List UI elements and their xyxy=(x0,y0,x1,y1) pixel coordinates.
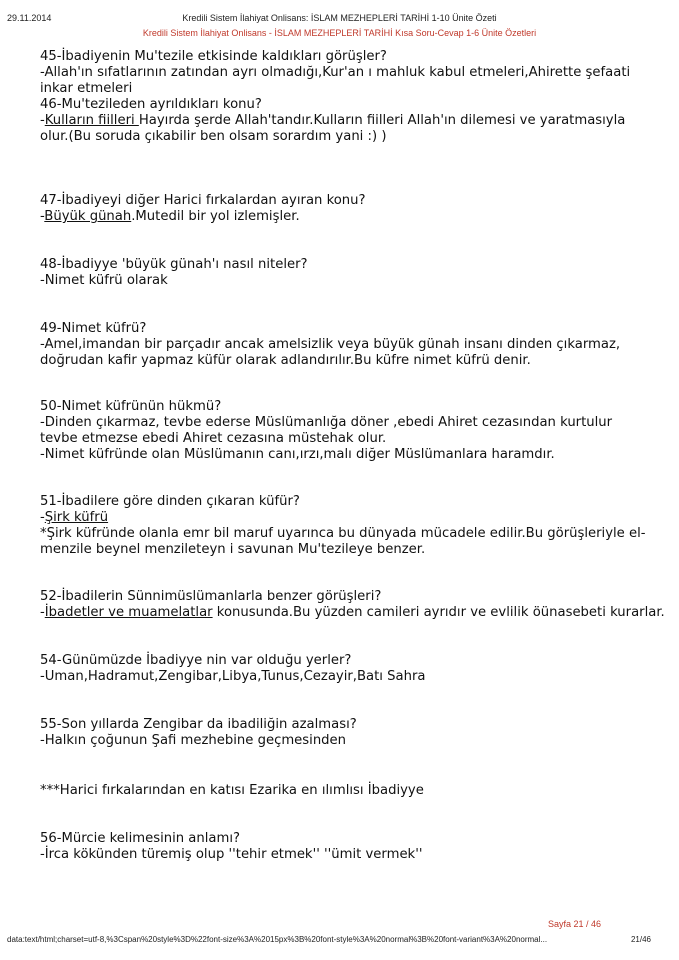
footer-page-label: Sayfa 21 / 46 xyxy=(547,919,601,929)
answer-46-text: Hayırda şerde Allah'tandır.Kulların fiilleri Allah'ın dilemesi ve yaratmasıyla xyxy=(138,113,626,128)
question-55: 55-Son yıllarda Zengibar da ibadiliğin azalması? xyxy=(40,717,357,732)
footer-url: data:text/html;charset=utf-8,%3Cspan%20style%3D%22font-size%3A%2015px%3B%20font-style%3A%20normal%3B%20font-variant%3A%20normal... xyxy=(7,935,548,944)
question-47: 47-İbadiyeyi diğer Harici fırkalardan ayıran konu? xyxy=(40,193,366,208)
answer-47: -Büyük günah.Mutedil bir yol izlemişler. xyxy=(40,209,300,224)
answer-50-line3: -Nimet küfründe olan Müslümanın canı,ırzı,malı diğer Müslümanlara haramdır. xyxy=(40,447,555,462)
answer-45-line1: -Allah'ın sıfatlarının zatından ayrı olmadığı,Kur'an ı mahluk kabul etmeleri,Ahirette şefaati xyxy=(40,65,631,80)
answer-51-line2: *Şirk küfründe olanla emr bil maruf uyarınca bu dünyada mücadele edilir.Bu görüşleriyle el- xyxy=(40,526,646,541)
answer-54: -Uman,Hadramut,Zengibar,Libya,Tunus,Cezayir,Batı Sahra xyxy=(40,669,426,684)
answer-56: -İrca kökünden türemiş olup ''tehir etmek'' ''ümit vermek'' xyxy=(40,847,423,862)
underlined-term: Kulların fiilleri xyxy=(44,113,139,128)
question-49: 49-Nimet küfrü? xyxy=(40,321,147,336)
underlined-term: Büyük günah xyxy=(44,209,132,224)
answer-52: -İbadetler ve muamelatlar konusunda.Bu yüzden camileri ayrıdır ve evlilik öünasebeti kurarlar. xyxy=(40,605,665,620)
answer-48: -Nimet küfrü olarak xyxy=(40,273,168,288)
answer-49-line1: -Amel,imandan bir parçadır ancak amelsizlik veya büyük günah insanı dinden çıkarmaz, xyxy=(40,337,621,352)
answer-51-line3: menzile beynel menzileteyn i savunan Mu'tezileye benzer. xyxy=(40,542,426,557)
underlined-term: İbadetler ve muamelatlar xyxy=(44,605,213,620)
header-date: 29.11.2014 xyxy=(7,13,52,23)
answer-51-line1: -Şirk küfrü xyxy=(40,510,109,525)
underlined-term: Şirk küfrü xyxy=(44,510,109,525)
answer-47-text: .Mutedil bir yol izlemişler. xyxy=(131,209,300,224)
document-body xyxy=(40,49,665,863)
answer-46-line2: olur.(Bu soruda çıkabilir ben olsam sorardım yani :) ) xyxy=(40,129,387,144)
question-45: 45-İbadiyenin Mu'tezile etkisinde kaldıkları görüşler? xyxy=(40,49,387,64)
header-subtitle: Kredili Sistem İlahiyat Onlisans - İSLAM MEZHEPLERİ TARİHİ Kısa Soru-Cevap 1-6 Ünite Özetleri xyxy=(142,28,537,38)
question-56: 56-Mürcie kelimesinin anlamı? xyxy=(40,831,240,846)
answer-45-line2: inkar etmeleri xyxy=(40,81,133,96)
question-48: 48-İbadiyye 'büyük günah'ı nasıl niteler? xyxy=(40,257,308,272)
answer-52-text: konusunda.Bu yüzden camileri ayrıdır ve evlilik öünasebeti kurarlar. xyxy=(212,605,665,620)
answer-46-line1: -Kulların fiilleri Hayırda şerde Allah'tandır.Kulların fiilleri Allah'ın dilemesi ve yaratmasıyla xyxy=(40,113,626,128)
header-title: Kredili Sistem İlahiyat Onlisans: İSLAM MEZHEPLERİ TARİHİ 1-10 Ünite Özeti xyxy=(182,13,497,23)
question-51: 51-İbadilere göre dinden çıkaran küfür? xyxy=(40,494,300,509)
answer-50-line1: -Dinden çıkarmaz, tevbe ederse Müslümanlığa döner ,ebedi Ahiret cezasından kurtulur xyxy=(40,415,613,430)
question-52: 52-İbadilerin Sünnimüslümanlarla benzer görüşleri? xyxy=(40,589,382,604)
question-50: 50-Nimet küfrünün hükmü? xyxy=(40,399,222,414)
answer-55: -Halkın çoğunun Şafi mezhebine geçmesinden xyxy=(40,733,347,748)
note-line: ***Harici fırkalarından en katısı Ezarika en ılımlısı İbadiyye xyxy=(40,783,424,798)
question-54: 54-Günümüzde İbadiyye nin var olduğu yerler? xyxy=(40,653,352,668)
footer-page-number: 21/46 xyxy=(630,935,651,944)
answer-50-line2: tevbe etmezse ebedi Ahiret cezasına müstehak olur. xyxy=(40,431,387,446)
answer-49-line2: doğrudan kafir yapmaz küfür olarak adlandırılır.Bu küfre nimet küfrü denir. xyxy=(40,353,531,368)
question-46: 46-Mu'tezileden ayrıldıkları konu? xyxy=(40,97,262,112)
